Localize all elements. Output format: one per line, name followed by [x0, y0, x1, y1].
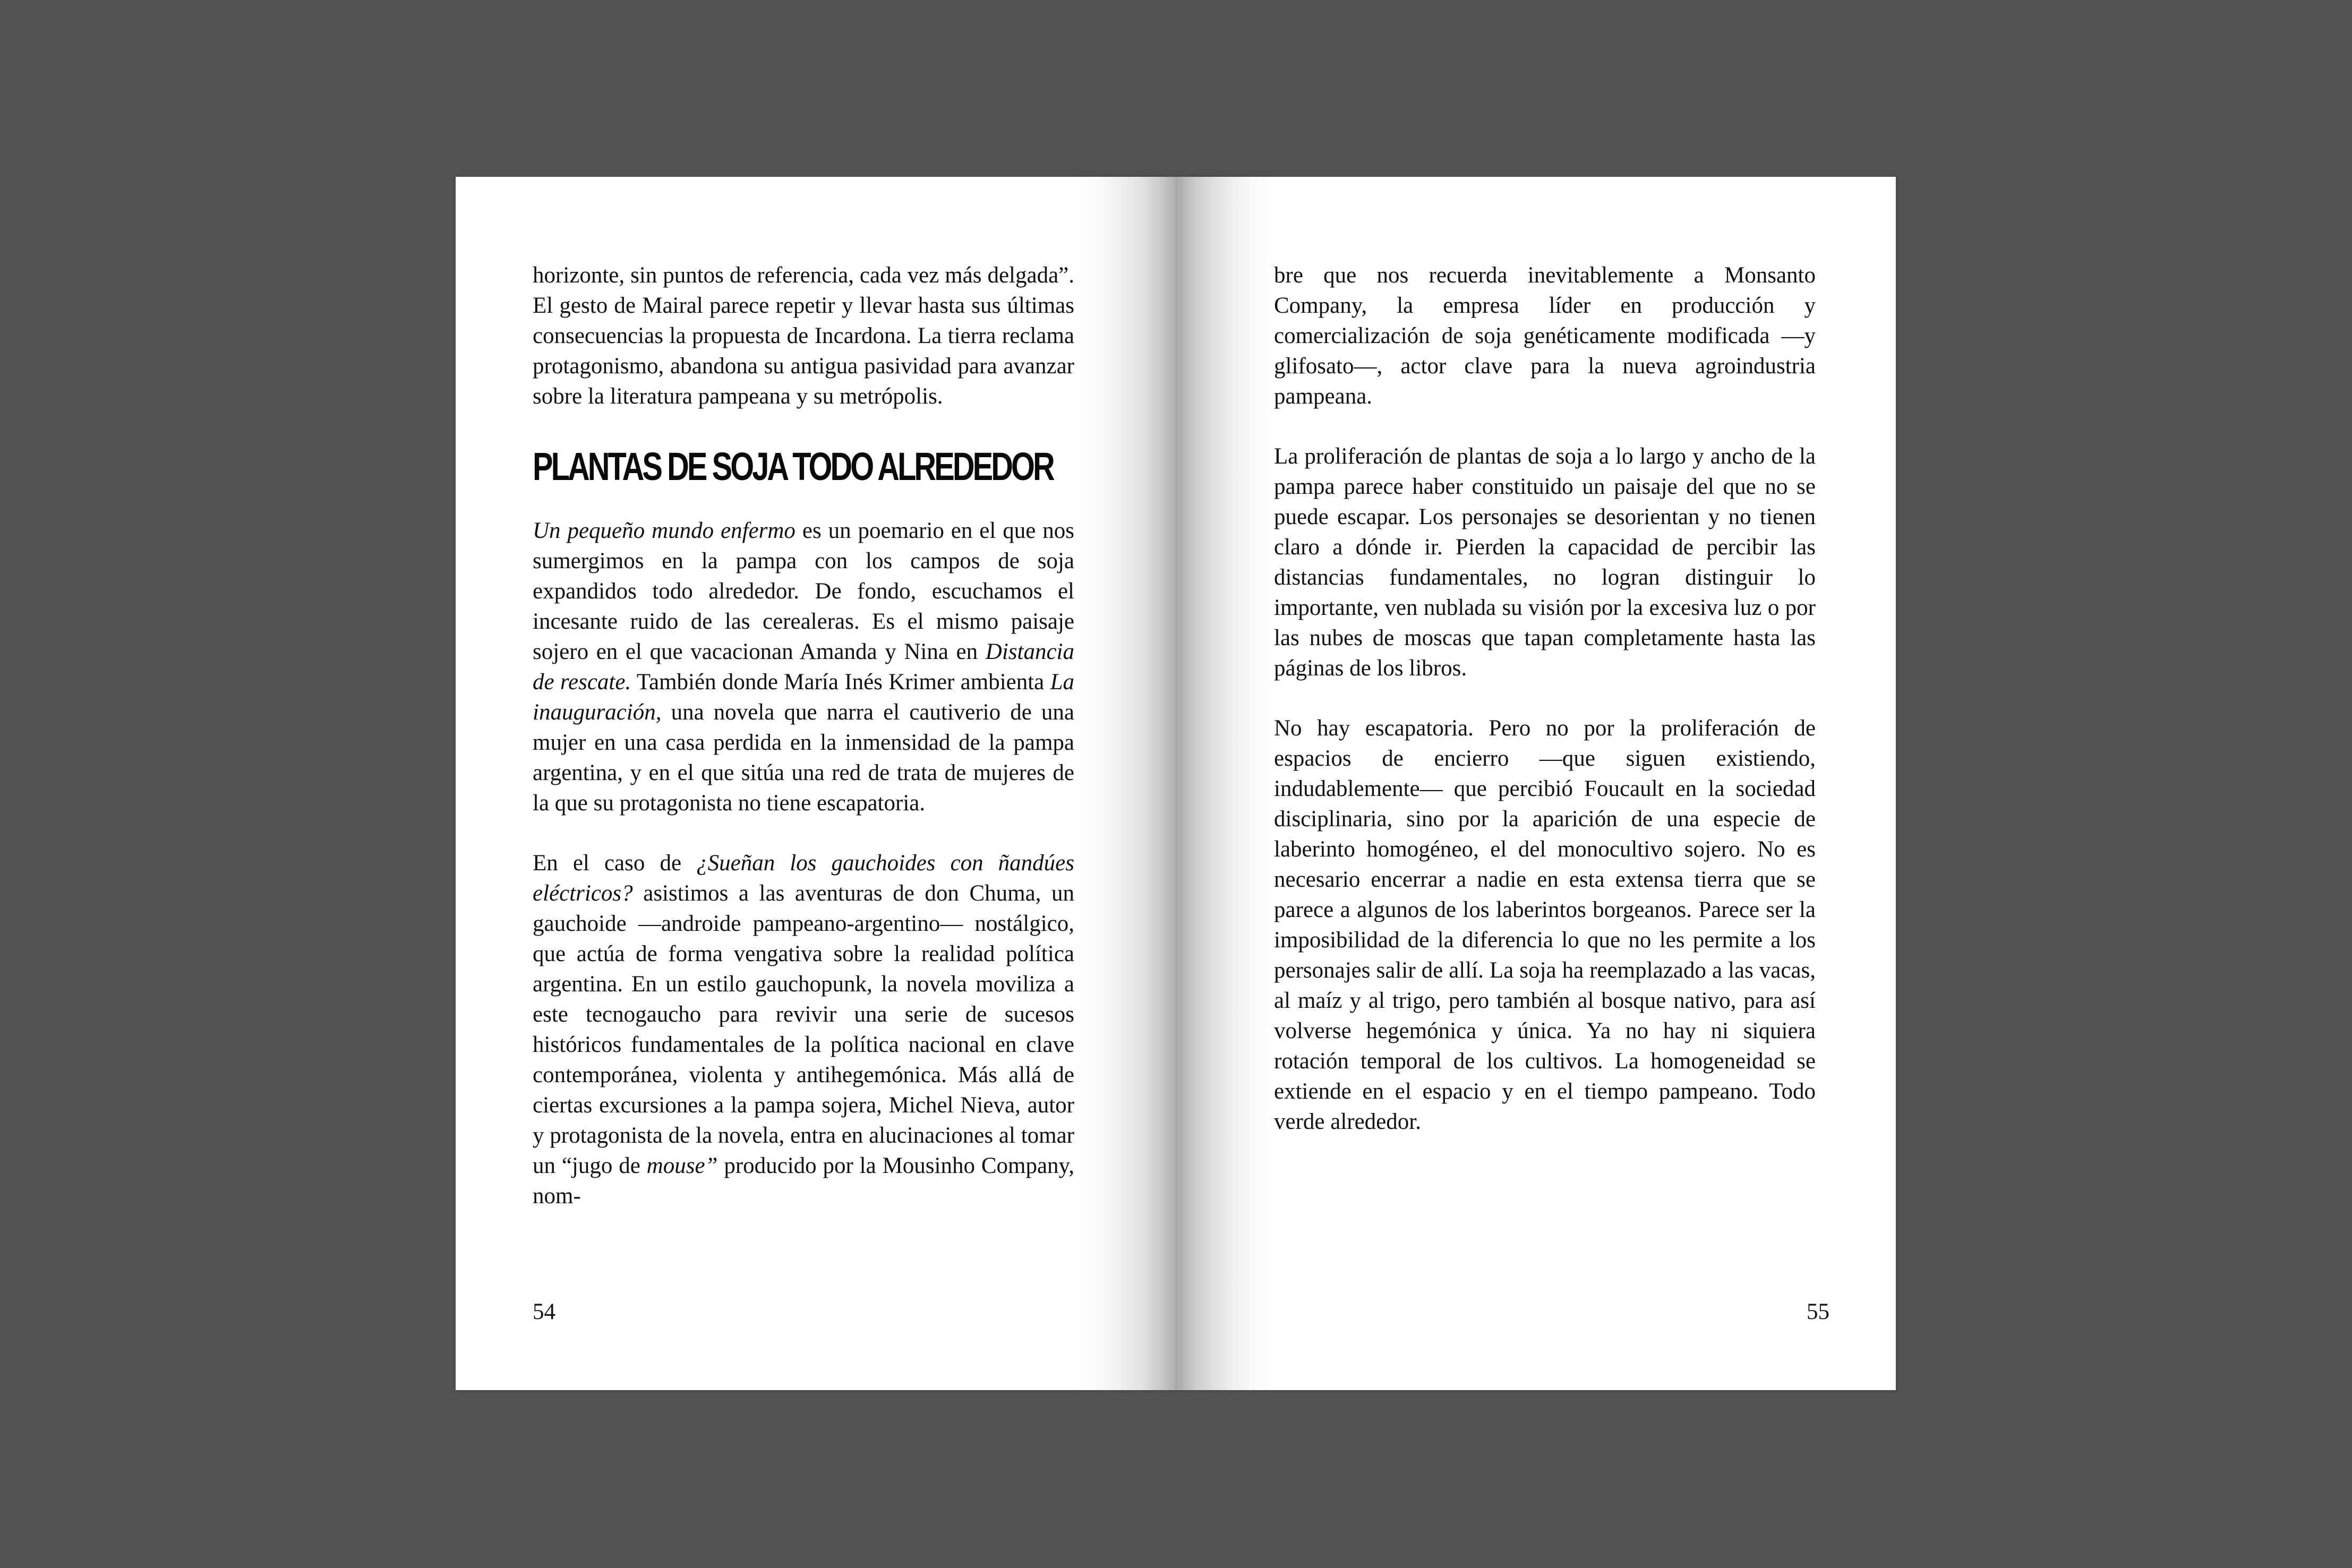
- page-number-left: 54: [533, 1299, 555, 1324]
- right-paragraph-3: No hay escapatoria. Pero no por la proliferación de espacios de encierro —que siguen existiendo, indudablemente— que percibió Foucault en la sociedad disciplinaria, sino por la aparición de una especie de laberinto homogéneo, el del monocultivo sojero. No es necesario encerrar a nadie en esta extensa tierra que se parece a algunos de los laberintos borgeanos. Parece ser la imposibilidad de la diferencia lo que no les permite a los personajes salir de allí. La soja ha reemplazado a las vacas, al maíz y al trigo, pero también al bosque nativo, para así volverse hegemónica y única. Ya no hay ni siquiera rotación temporal de los cultivos. La homogeneidad se extiende en el espacio y en el tiempo pampeano. Todo verde alrededor.: [1274, 716, 1816, 1134]
- left-page-text: [533, 260, 1074, 1241]
- book-spread: [456, 177, 1896, 1390]
- right-page: [1176, 177, 1896, 1390]
- left-paragraph-3: [533, 848, 1074, 1211]
- text-run: En el caso de: [533, 851, 697, 876]
- right-paragraph-2: La proliferación de plantas de soja a lo largo y ancho de la pampa parece haber constituido un paisaje del que no se puede escapar. Los personajes se desorientan y no tienen claro a dónde ir. Pierden la capacidad de percibir las distancias fundamentales, no logran distinguir lo importante, ven nublada su visión por la excesiva luz o por las nubes de moscas que tapan completamente hasta las páginas de los libros.: [1274, 444, 1816, 681]
- italic-title-run: Distancia de rescate.: [533, 639, 1074, 695]
- italic-title-run: mouse”: [646, 1153, 718, 1178]
- left-paragraph-2: [533, 516, 1074, 818]
- text-run: es un poemario en el que nos sumergimos en la pampa con los campos de soja expandidos todo alrededor. De fondo, escuchamos el incesante ruido de las cerealeras. Es el mismo paisaje sojero en el que vacacionan Amanda y Nina en: [533, 518, 1074, 664]
- text-run: una novela que narra el cautiverio de una mujer en una casa perdida en la inmensidad de la pampa argentina, y en el que sitúa una red de trata de mujeres de la que su protagonista no tiene escapatoria.: [533, 700, 1074, 816]
- text-run: asistimos a las aventuras de don Chuma, un gauchoide —androide pampeano-argentino— nostálgico, que actúa de forma vengativa sobre la realidad política argentina. En un estilo gauchopunk, la novela moviliza a este tecnogaucho para revivir una serie de sucesos históricos fundamentales de la política nacional en clave contemporánea, violenta y antihegemónica. Más allá de ciertas excursiones a la pampa sojera, Michel Nieva, autor y protagonista de la novela, entra en alucinaciones al tomar un “jugo de: [533, 881, 1074, 1178]
- page-number-right: 55: [1807, 1299, 1829, 1324]
- right-page-text: [1274, 260, 1816, 1167]
- italic-title-run: Un pequeño mundo enfermo: [533, 518, 796, 543]
- section-heading: PLANTAS DE SOJA TODO ALREDEDOR: [533, 444, 1053, 489]
- italic-title-run: ¿Sueñan los gauchoides con ñandúes eléctricos?: [533, 851, 1074, 906]
- text-run: También donde María Inés Krimer ambienta: [631, 670, 1050, 695]
- italic-title-run: La inauguración,: [533, 670, 1074, 725]
- left-paragraph-1: horizonte, sin puntos de referencia, cada vez más delgada”. El gesto de Mairal parece repetir y llevar hasta sus últimas consecuencias la propuesta de Incardona. La tierra reclama protagonismo, abandona su antigua pasividad para avanzar sobre la literatura pampeana y su metrópolis.: [533, 263, 1074, 409]
- text-run: producido por la Mousinho Company, nom-: [533, 1153, 1074, 1209]
- left-page: [456, 177, 1176, 1390]
- right-paragraph-1: bre que nos recuerda inevitablemente a Monsanto Company, la empresa líder en producción y comercialización de soja genéticamente modificada —y glifosato—, actor clave para la nueva agroindustria pampeana.: [1274, 263, 1816, 409]
